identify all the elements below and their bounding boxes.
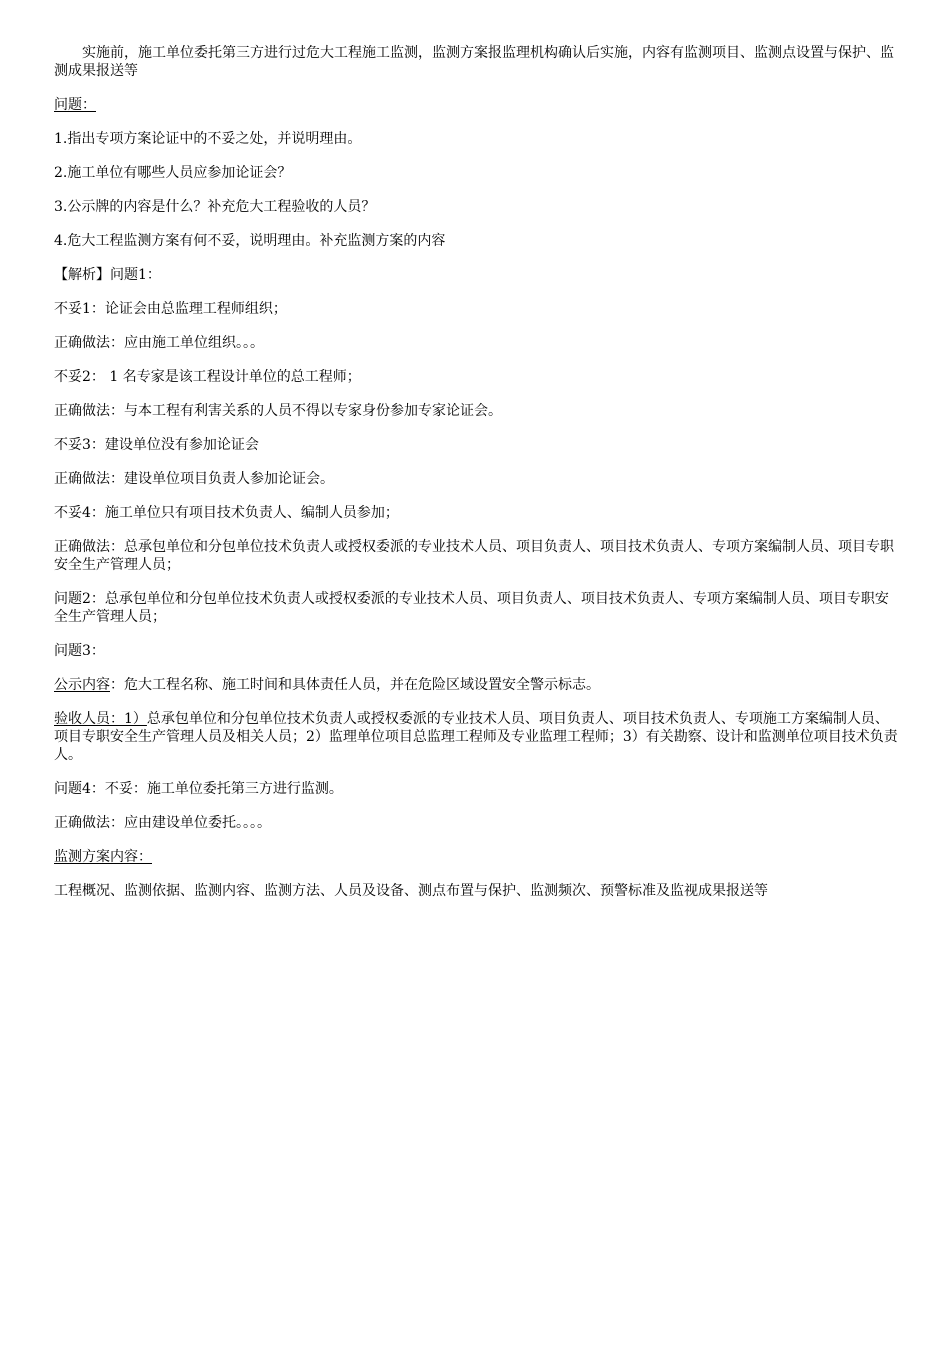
question-4: 4.危大工程监测方案有何不妥，说明理由。补充监测方案的内容 <box>54 233 446 249</box>
monitor-heading <box>54 848 900 866</box>
monitor-heading-text: 监测方案内容： <box>54 849 152 865</box>
questions-heading-text: 问题： <box>54 97 96 113</box>
intro-paragraph: 实施前，施工单位委托第三方进行过危大工程施工监测，监测方案报监理机构确认后实施，内容有监测项目、监测点设置与保护、监测成果报送等 <box>54 45 894 79</box>
q3-heading: 问题3： <box>54 643 105 659</box>
q3-acceptance-label: 验收人员：1） <box>54 711 147 727</box>
q3-notice <box>54 676 900 694</box>
question-3: 3.公示牌的内容是什么？补充危大工程验收的人员？ <box>54 199 376 215</box>
q3-notice-label: 公示内容 <box>54 677 110 693</box>
question-1: 1.指出专项方案论证中的不妥之处，并说明理由。 <box>54 131 362 147</box>
question-2: 2.施工单位有哪些人员应参加论证会？ <box>54 165 292 181</box>
q3-acceptance-text: 总承包单位和分包单位技术负责人或授权委派的专业技术人员、项目负责人、项目技术负责人、专项施工方案编制人员、项目专职安全生产管理人员及相关人员；2）监理单位项目总监理工程师及专业监理工程师；3）有关勘察、设计和监测单位项目技术负责人。 <box>54 711 898 763</box>
q4-fix: 正确做法：应由建设单位委托。。。。 <box>54 815 271 831</box>
document-page <box>54 44 900 916</box>
q2-answer: 问题2：总承包单位和分包单位技术负责人或授权委派的专业技术人员、项目负责人、项目技术负责人、专项方案编制人员、项目专职安全生产管理人员； <box>54 591 889 625</box>
q1-fix-4: 正确做法：总承包单位和分包单位技术负责人或授权委派的专业技术人员、项目负责人、项目技术负责人、专项方案编制人员、项目专职安全生产管理人员； <box>54 539 894 573</box>
q1-issue-1: 不妥1：论证会由总监理工程师组织； <box>54 301 287 317</box>
q1-fix-3: 正确做法：建设单位项目负责人参加论证会。 <box>54 471 334 487</box>
q1-fix-2: 正确做法：与本工程有利害关系的人员不得以专家身份参加专家论证会。 <box>54 403 502 419</box>
q3-acceptance <box>54 710 900 764</box>
q1-issue-2: 不妥2： 1 名专家是该工程设计单位的总工程师； <box>54 369 361 385</box>
q1-issue-4: 不妥4：施工单位只有项目技术负责人、编制人员参加； <box>54 505 399 521</box>
q1-issue-3: 不妥3：建设单位没有参加论证会 <box>54 437 259 453</box>
q3-notice-text: ：危大工程名称、施工时间和具体责任人员，并在危险区域设置安全警示标志。 <box>110 677 600 693</box>
q4-answer: 问题4：不妥：施工单位委托第三方进行监测。 <box>54 781 343 797</box>
q1-fix-1: 正确做法：应由施工单位组织。。。 <box>54 335 264 351</box>
analysis-heading: 【解析】问题1： <box>54 267 161 283</box>
questions-heading <box>54 96 900 114</box>
monitor-content: 工程概况、监测依据、监测内容、监测方法、人员及设备、测点布置与保护、监测频次、预警标准及监视成果报送等 <box>54 883 768 899</box>
